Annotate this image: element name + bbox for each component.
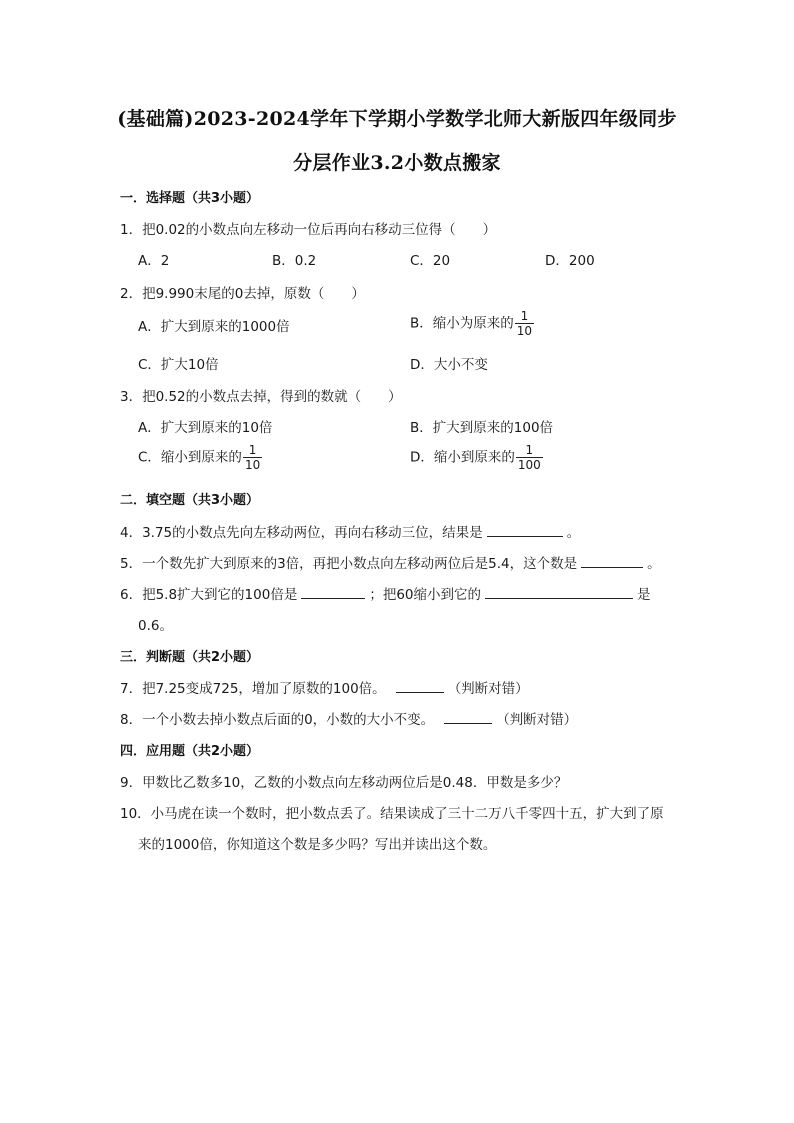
page-title-line1: (基础篇)2023-2024学年下学期小学数学北师大新版四年级同步 bbox=[117, 108, 677, 130]
question-6-continuation: 0.6。 bbox=[138, 618, 173, 634]
section-heading-choice: 一．选择题（共3小题） bbox=[120, 191, 260, 206]
answer-blank-8[interactable] bbox=[444, 709, 492, 724]
question-8 bbox=[120, 708, 577, 728]
question-9-text: 9．甲数比乙数多10，乙数的小数点向左移动两位后是0.48．甲数是多少？ bbox=[120, 775, 568, 791]
section-heading-fill: 二．填空题（共3小题） bbox=[120, 493, 260, 508]
q3-option-c-fraction bbox=[243, 443, 262, 472]
q3-option-a: A．扩大到原来的10倍 bbox=[138, 420, 273, 436]
q2-option-b-label: B．缩小为原来的 bbox=[410, 315, 514, 332]
q3-option-d-fraction bbox=[516, 443, 543, 472]
answer-blank-5[interactable] bbox=[581, 553, 643, 568]
question-8-hint: （判断对错） bbox=[496, 712, 578, 728]
fraction-denominator: 10 bbox=[516, 324, 533, 338]
q2-option-c: C．扩大10倍 bbox=[138, 357, 219, 373]
question-10-line1: 10．小马虎在读一个数时，把小数点丢了。结果读成了三十二万八千零四十五，扩大到了原 bbox=[120, 806, 664, 822]
fraction-denominator: 100 bbox=[517, 458, 541, 472]
q3-option-d-label: D．缩小到原来的 bbox=[410, 449, 515, 466]
question-7 bbox=[120, 677, 529, 697]
question-6-end: 是 bbox=[637, 587, 651, 603]
answer-blank-4[interactable] bbox=[487, 522, 563, 537]
question-5-text: 5．一个数先扩大到原来的3倍，再把小数点向左移动两位后是5.4，这个数是 bbox=[120, 556, 578, 572]
page-title-line2: 分层作业3.2小数点搬家 bbox=[293, 152, 501, 174]
q3-option-b: B．扩大到原来的100倍 bbox=[410, 420, 554, 436]
question-2-text: 2．把9.990末尾的0去掉，原数（ ） bbox=[120, 286, 365, 302]
q2-option-a: A．扩大到原来的1000倍 bbox=[138, 319, 290, 335]
question-4-text: 4．3.75的小数点先向左移动两位，再向右移动三位，结果是 bbox=[120, 525, 483, 541]
question-6 bbox=[120, 583, 651, 603]
question-5-end: 。 bbox=[647, 556, 661, 572]
question-8-text: 8．一个小数去掉小数点后面的0，小数的大小不变。 bbox=[120, 712, 435, 728]
question-6-text: 6．把5.8扩大到它的100倍是 bbox=[120, 587, 298, 603]
question-5 bbox=[120, 552, 661, 572]
question-6-middle: ；把60缩小到它的 bbox=[369, 587, 482, 603]
fraction-denominator: 10 bbox=[244, 458, 261, 472]
question-4 bbox=[120, 521, 580, 541]
q1-option-c: C．20 bbox=[410, 253, 451, 269]
question-4-end: 。 bbox=[566, 525, 581, 541]
q1-option-d: D．200 bbox=[545, 253, 595, 269]
question-10-line2: 来的1000倍，你知道这个数是多少吗？写出并读出这个数。 bbox=[138, 837, 497, 853]
q3-option-c bbox=[138, 443, 262, 472]
q2-option-d: D．大小不变 bbox=[410, 357, 488, 373]
answer-blank-6b[interactable] bbox=[485, 584, 633, 599]
answer-blank-7[interactable] bbox=[396, 678, 444, 693]
question-1-text: 1．把0.02的小数点向左移动一位后再向右移动三位得（ ） bbox=[120, 222, 497, 238]
fraction-numerator: 1 bbox=[525, 443, 534, 457]
question-3-text: 3．把0.52的小数点去掉，得到的数就（ ） bbox=[120, 389, 402, 405]
fraction-numerator: 1 bbox=[520, 309, 529, 323]
q1-option-b: B．0.2 bbox=[272, 253, 317, 269]
q3-option-d bbox=[410, 443, 543, 472]
q3-option-c-label: C．缩小到原来的 bbox=[138, 449, 242, 466]
question-7-hint: （判断对错） bbox=[447, 681, 529, 697]
section-heading-judge: 三．判断题（共2小题） bbox=[120, 650, 260, 665]
q2-option-b bbox=[410, 309, 534, 338]
answer-blank-6a[interactable] bbox=[301, 584, 365, 599]
question-7-text: 7．把7.25变成725，增加了原数的100倍。 bbox=[120, 681, 386, 697]
section-heading-application: 四．应用题（共2小题） bbox=[120, 744, 260, 759]
q1-option-a: A．2 bbox=[138, 253, 170, 269]
q2-option-b-fraction bbox=[515, 309, 534, 338]
fraction-numerator: 1 bbox=[248, 443, 257, 457]
